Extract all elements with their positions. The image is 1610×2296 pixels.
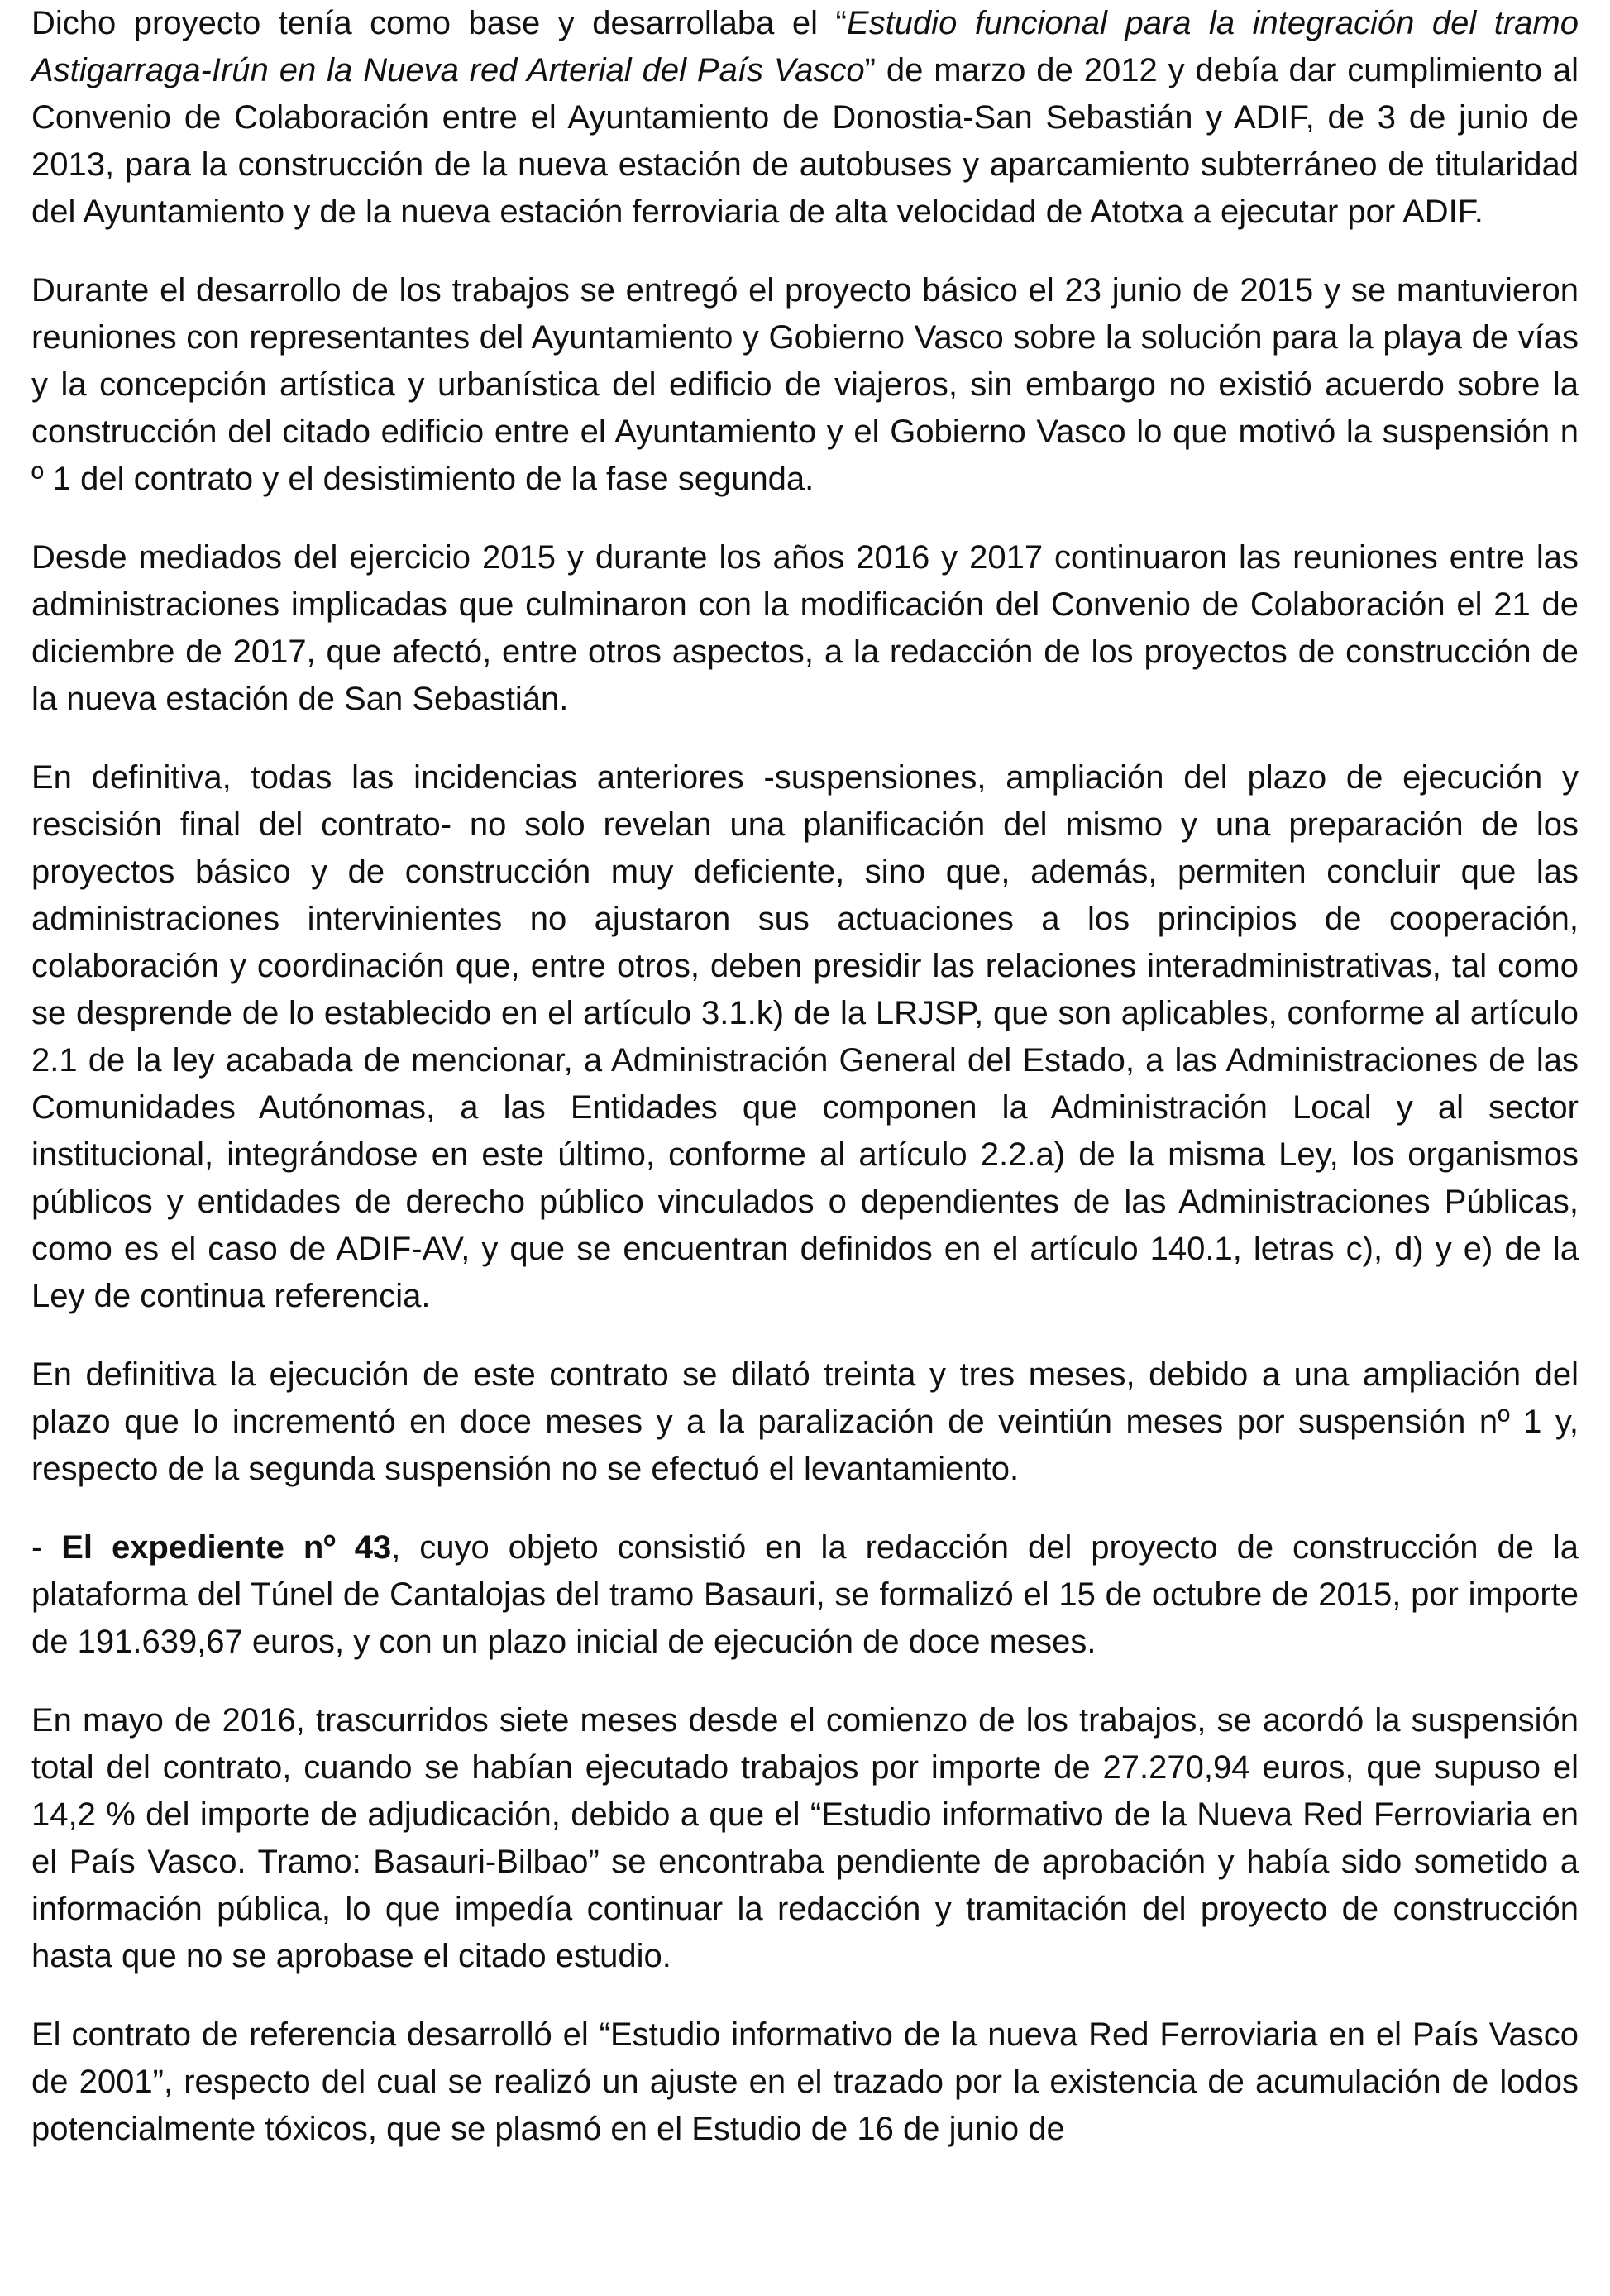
study-title-italic: Estudio funcional para la integración del tramo Astigarraga-Irún en la Nueva red Arterial del País Vasco: [31, 5, 1579, 88]
paragraph-1-intro: Dicho proyecto tenía como base y desarrollaba el “: [31, 5, 847, 41]
paragraph-7: En mayo de 2016, trascurridos siete meses desde el comienzo de los trabajos, se acordó la suspensión total del contrato, cuando se habían ejecutado trabajos por importe de 27.270,94 euros, que supuso el 14,2 % del importe de adjudicación, debido a que el “Estudio informativo de la Nueva Red Ferroviaria en el País Vasco. Tramo: Basauri-Bilbao” se encontraba pendiente de aprobación y había sido sometido a información pública, lo que impedía continuar la redacción y tramitación del proyecto de construcción hasta que no se aprobase el citado estudio.: [31, 1702, 1579, 1974]
paragraph-4: En definitiva, todas las incidencias anteriores -suspensiones, ampliación del plazo de ejecución y rescisión final del contrato- no solo revelan una planificación del mismo y una preparación de los proyectos básico y de construcción muy deficiente, sino que, además, permiten concluir que las administraciones intervinientes no ajustaron sus actuaciones a los principios de cooperación, colaboración y coordinación que, entre otros, deben presidir las relaciones interadministrativas, tal como se desprende de lo establecido en el artículo 3.1.k) de la LRJSP, que son aplicables, conforme al artículo 2.1 de la ley acabada de mencionar, a Administración General del Estado, a las Administraciones de las Comunidades Autónomas, a las Entidades que componen la Administración Local y al sector institucional, integrándose en este último, conforme al artículo 2.2.a) de la misma Ley, los organismos públicos y entidades de derecho público vinculados o dependientes de las Administraciones Públicas, como es el caso de ADIF-AV, y que se encuentran definidos en el artículo 140.1, letras c), d) y e) de la Ley de continua referencia.: [31, 759, 1579, 1314]
paragraph-5: En definitiva la ejecución de este contrato se dilató treinta y tres meses, debido a una ampliación del plazo que lo incrementó en doce meses y a la paralización de veintiún meses por suspensión nº 1 y, respecto de la segunda suspensión no se efectuó el levantamiento.: [31, 1356, 1579, 1487]
paragraph-8: El contrato de referencia desarrolló el “Estudio informativo de la nueva Red Ferroviaria en el País Vasco de 2001”, respecto del cual se realizó un ajuste en el trazado por la existencia de acumulación de lodos potencialmente tóxicos, que se plasmó en el Estudio de 16 de junio de: [31, 2016, 1579, 2147]
paragraph-2: Durante el desarrollo de los trabajos se entregó el proyecto básico el 23 junio de 2015 y se mantuvieron reuniones con representantes del Ayuntamiento y Gobierno Vasco sobre la solución para la playa de vías y la concepción artística y urbanística del edificio de viajeros, sin embargo no existió acuerdo sobre la construcción del citado edificio entre el Ayuntamiento y el Gobierno Vasco lo que motivó la suspensión n º 1 del contrato y el desistimiento de la fase segunda.: [31, 272, 1579, 497]
paragraph-1-rest: ” de marzo de 2012 y debía dar cumplimiento al Convenio de Colaboración entre el Ayuntamiento de Donostia-San Sebastián y ADIF, de 3 de junio de 2013, para la construcción de la nueva estación de autobuses y aparcamiento subterráneo de titularidad del Ayuntamiento y de la nueva estación ferroviaria de alta velocidad de Atotxa a ejecutar por ADIF.: [31, 52, 1579, 230]
expediente-label-bold: El expediente nº 43: [61, 1529, 392, 1566]
paragraph-6-dash: -: [31, 1529, 62, 1566]
paragraph-3: Desde mediados del ejercicio 2015 y durante los años 2016 y 2017 continuaron las reuniones entre las administraciones implicadas que culminaron con la modificación del Convenio de Colaboración el 21 de diciembre de 2017, que afectó, entre otros aspectos, a la redacción de los proyectos de construcción de la nueva estación de San Sebastián.: [31, 539, 1579, 717]
paragraph-6-rest: , cuyo objeto consistió en la redacción del proyecto de construcción de la plataforma del Túnel de Cantalojas del tramo Basauri, se formalizó el 15 de octubre de 2015, por importe de 191.639,67 euros, y con un plazo inicial de ejecución de doce meses.: [31, 1529, 1579, 1660]
paragraph-6: [31, 1524, 1579, 1666]
paragraph-1: [31, 0, 1579, 236]
